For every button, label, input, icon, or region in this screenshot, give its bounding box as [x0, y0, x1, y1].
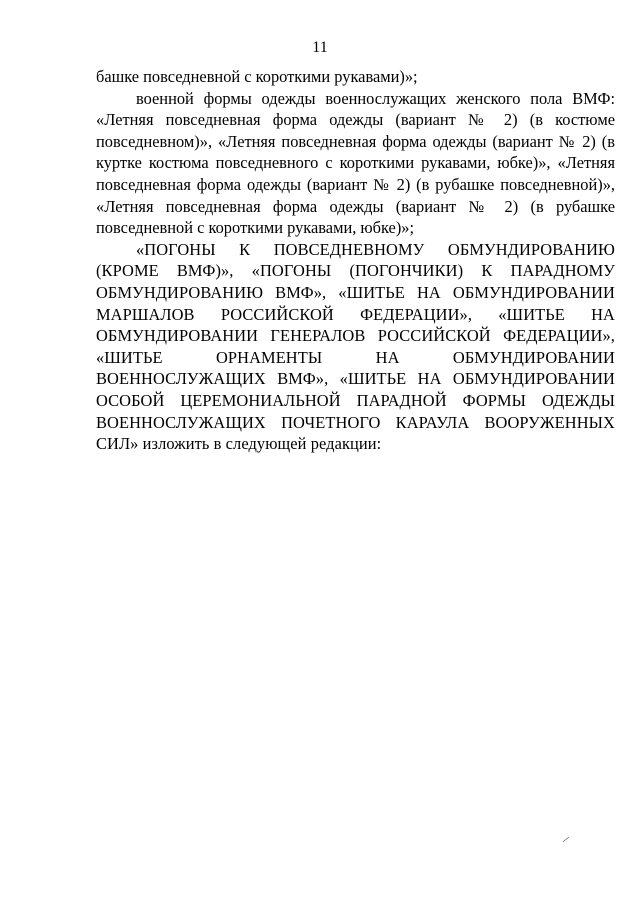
paragraph-epaulettes-embroidery: «ПОГОНЫ К ПОВСЕДНЕВНОМУ ОБМУНДИРОВАНИЮ (КРОМЕ ВМФ)», «ПОГОНЫ (ПОГОНЧИКИ) К ПАРАДНОМУ ОБМУНДИРОВАНИЮ ВМФ», «ШИТЬЕ НА ОБМУНДИРОВАНИИ МАРШАЛОВ РОССИЙСКОЙ ФЕДЕРАЦИИ», «ШИТЬЕ НА ОБМУНДИРОВАНИИ ГЕНЕРАЛОВ РОССИЙСКОЙ ФЕДЕРАЦИИ», «ШИТЬЕ ОРНАМЕНТЫ НА ОБМУНДИРОВАНИИ ВОЕННОСЛУЖАЩИХ ВМФ», «ШИТЬЕ НА ОБМУНДИРОВАНИИ ОСОБОЙ ЦЕРЕМОНИАЛЬНОЙ ПАРАДНОЙ ФОРМЫ ОДЕЖДЫ ВОЕННОСЛУЖАЩИХ ПОЧЕТНОГО КАРАУЛА ВООРУЖЕННЫХ СИЛ» изложить в следующей редакции:	[96, 239, 615, 454]
paragraph-womens-uniform: военной формы одежды военнослужащих женского пола ВМФ: «Летняя повседневная форма одежды (вариант № 2) (в костюме повседневном)», «Летняя повседневная форма одежды (вариант № 2) (в куртке костюма повседневного с короткими рукавами, юбке)», «Летняя повседневная форма одежды (вариант № 2) (в рубашке повседневной)», «Летняя повседневная форма одежды (вариант № 2) (в рубашке повседневной с короткими рукавами, юбке)»;	[96, 88, 615, 238]
handwritten-mark: ⸝	[562, 830, 569, 845]
paragraph-continuation: башке повседневной с короткими рукавами)»;	[96, 67, 418, 86]
document-body	[96, 66, 615, 455]
page-number: 11	[312, 39, 328, 56]
